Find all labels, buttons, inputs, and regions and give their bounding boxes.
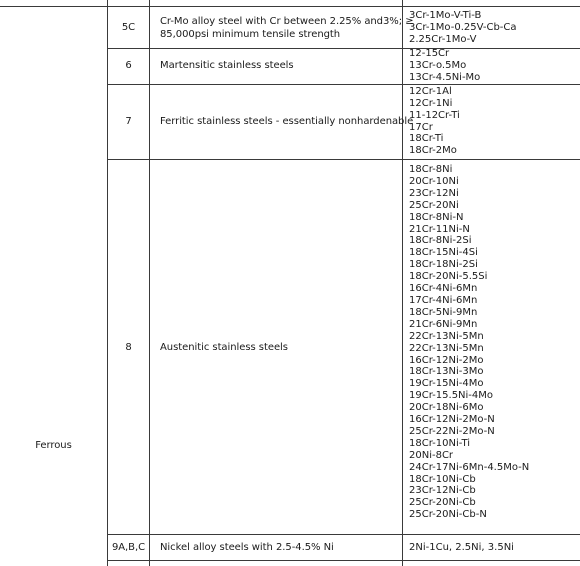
- grade-item: 23Cr-12Ni-Cb: [409, 485, 476, 497]
- grade-item: 3Cr-1Mo-V-Ti-B: [409, 10, 482, 21]
- grade-item: 18Cr-10Ni-Ti: [409, 437, 471, 449]
- grade-item: 2Ni-1Cu, 2.5Ni, 3.5Ni: [409, 542, 514, 553]
- row-code: 6: [125, 60, 132, 71]
- grade-item: 16Cr-4Ni-6Mn: [409, 283, 478, 295]
- grade-item: 19Cr-15.5Ni-4Mo: [409, 390, 494, 402]
- grade-item: 18Cr-15Ni-4Si: [409, 247, 478, 259]
- grade-item: 25Cr-22Ni-2Mo-N: [409, 425, 495, 437]
- grade-item: 18Cr-8Ni: [409, 164, 453, 175]
- row-description: Cr-Mo alloy steel with Cr between 2.25% and3%; ≥: [160, 16, 414, 27]
- grade-item: 13Cr-4.5Ni-Mo: [409, 71, 481, 83]
- grade-item: 3Cr-1Mo-0.25V-Cb-Ca: [409, 21, 517, 33]
- rule-row-9: [108, 534, 580, 535]
- row-code: 8: [125, 342, 132, 353]
- rule-col-2: [149, 0, 150, 566]
- grade-list: [409, 10, 517, 46]
- rule-row-8: [108, 159, 580, 160]
- grade-item: 16Cr-12Ni-2Mo-N: [409, 414, 495, 426]
- row-description: Ferritic stainless steels - essentially nonhardenable: [160, 116, 414, 127]
- grade-item: 20Cr-10Ni: [409, 175, 459, 187]
- grade-item: 19Cr-15Ni-4Mo: [409, 378, 484, 390]
- grade-item: 25Cr-20Ni: [409, 199, 459, 211]
- rule-top: [0, 6, 580, 7]
- grade-item: 21Cr-11Ni-N: [409, 223, 470, 235]
- grade-item: 18Cr-Ti: [409, 133, 444, 145]
- grade-item: 18Cr-18Ni-2Si: [409, 259, 478, 271]
- rule-col-1: [107, 0, 108, 566]
- grade-item: 21Cr-6Ni-9Mn: [409, 318, 478, 330]
- row-description: Austenitic stainless steels: [160, 342, 288, 353]
- grade-item: 13Cr-o.5Mo: [409, 59, 467, 71]
- grade-item: 18Cr-10Ni-Cb: [409, 473, 476, 485]
- group-label: Ferrous: [35, 440, 72, 451]
- grade-item: 11-12Cr-Ti: [409, 109, 460, 121]
- grade-item: 25Cr-20Ni-Cb: [409, 497, 476, 509]
- grade-item: 24Cr-17Ni-6Mn-4.5Mo-N: [409, 461, 530, 473]
- rule-row-6: [108, 48, 580, 49]
- grade-item: 18Cr-5Ni-9Mn: [409, 306, 478, 318]
- row-code: 5C: [121, 22, 136, 33]
- grade-item: 12Cr-1Al: [409, 86, 452, 97]
- grade-item: 2.25Cr-1Mo-V: [409, 33, 477, 45]
- rule-row-next: [108, 560, 580, 561]
- row-code: 7: [125, 116, 132, 127]
- grade-item: 17Cr-4Ni-6Mn: [409, 294, 478, 306]
- rule-row-7: [108, 84, 580, 85]
- grade-item: 23Cr-12Ni: [409, 187, 459, 199]
- row-description: Nickel alloy steels with 2.5-4.5% Ni: [160, 542, 334, 553]
- grade-item: 25Cr-20Ni-Cb-N: [409, 509, 487, 521]
- row-description: Martensitic stainless steels: [160, 60, 294, 71]
- grade-item: 12Cr-1Ni: [409, 97, 453, 109]
- grade-list: [409, 164, 529, 521]
- grade-item: 16Cr-12Ni-2Mo: [409, 354, 484, 366]
- grade-item: 18Cr-2Mo: [409, 145, 457, 157]
- rule-col-3: [402, 0, 403, 566]
- grade-item: 18Cr-13Ni-3Mo: [409, 366, 484, 378]
- row-description: 85,000psi minimum tensile strength: [160, 29, 341, 40]
- grade-item: 18Cr-8Ni-N: [409, 211, 464, 223]
- row-code: 9A,B,C: [111, 542, 146, 553]
- grade-item: 20Ni-8Cr: [409, 449, 454, 461]
- grade-item: 18Cr-8Ni-2Si: [409, 235, 472, 247]
- grade-list: [409, 86, 460, 157]
- grade-list: [409, 542, 514, 554]
- grade-item: 17Cr: [409, 121, 433, 133]
- grade-item: 20Cr-18Ni-6Mo: [409, 402, 484, 414]
- grade-item: 12-15Cr: [409, 48, 450, 59]
- grade-item: 22Cr-13Ni-5Mn: [409, 342, 484, 354]
- grade-item: 22Cr-13Ni-5Mn: [409, 330, 484, 342]
- grade-item: 18Cr-20Ni-5.5Si: [409, 271, 488, 283]
- grade-list: [409, 48, 480, 84]
